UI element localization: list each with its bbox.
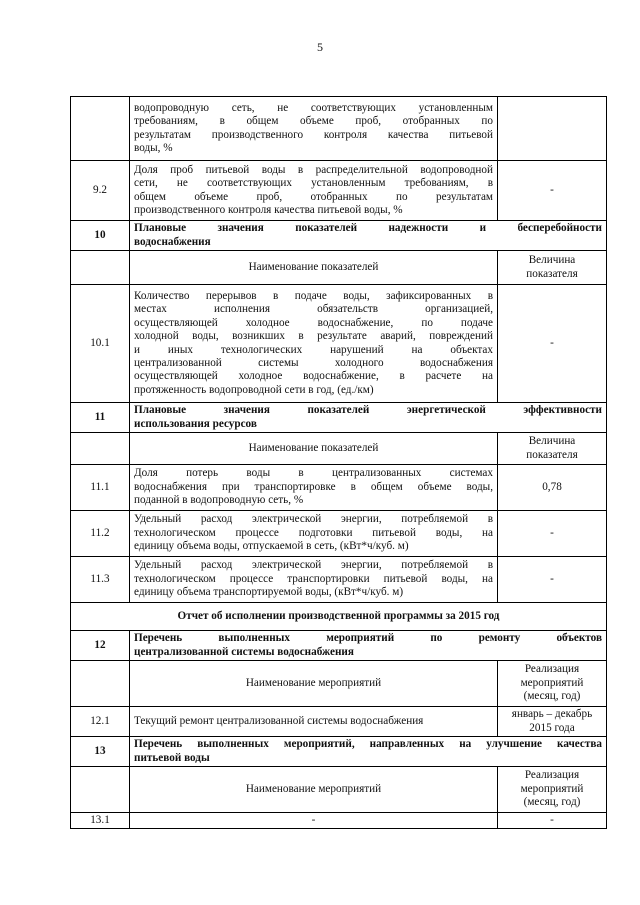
activity-period: -	[498, 813, 607, 829]
section-row	[71, 221, 607, 251]
section-row	[71, 631, 607, 661]
indicator-description: Доля проб питьевой воды в распределительной водопроводной сети, не соответствующих установленным требованиям, в общем объеме проб, отобранных по результатам производственного контроля качества питьевой воды, %	[130, 161, 498, 221]
row-number: 13.1	[71, 813, 130, 829]
table-row	[71, 465, 607, 511]
indicators-table	[70, 96, 607, 829]
activity-name: Текущий ремонт централизованной системы водоснабжения	[130, 707, 498, 737]
column-header-row	[71, 661, 607, 707]
column-header-value: Реализация мероприятий (месяц, год)	[498, 661, 607, 707]
report-heading: Отчет об исполнении производственной программы за 2015 год	[71, 603, 607, 631]
indicator-description: Удельный расход электрической энергии, потребляемой в технологическом процессе транспортировки питьевой воды, на единицу объема транспортируемой воды, (кВт*ч/куб. м)	[130, 557, 498, 603]
column-header-row	[71, 251, 607, 285]
indicator-value: -	[498, 557, 607, 603]
section-row	[71, 737, 607, 767]
section-title: Перечень выполненных мероприятий по ремонту объектов централизованной системы водоснабжения	[130, 631, 607, 661]
section-number: 10	[71, 221, 130, 251]
activity-period: январь – декабрь 2015 года	[498, 707, 607, 737]
column-header-name: Наименование мероприятий	[130, 767, 498, 813]
column-header-name: Наименование мероприятий	[130, 661, 498, 707]
indicator-description: Количество перерывов в подаче воды, зафиксированных в местах исполнения обязательств организацией, осуществляющей холодное водоснабжение, по подаче холодной воды, возникших в результате аварий, повреждений и иных технологических нарушений на объектах централизованной системы холодного водоснабжения осуществляющей холодное водоснабжение, в расчете на протяженность водопроводной сети в год, (ед./км)	[130, 285, 498, 403]
page-number: 5	[317, 40, 323, 54]
indicator-value: -	[498, 511, 607, 557]
section-number: 11	[71, 403, 130, 433]
table-row	[71, 97, 607, 161]
column-header-value: Величина показателя	[498, 433, 607, 465]
column-header-value: Величина показателя	[498, 251, 607, 285]
indicator-value: -	[498, 285, 607, 403]
row-number: 12.1	[71, 707, 130, 737]
indicator-description: Доля потерь воды в централизованных системах водоснабжения при транспортировке в общем объеме воды, поданной в водопроводную сеть, %	[130, 465, 498, 511]
table-row	[71, 285, 607, 403]
table-row	[71, 707, 607, 737]
indicator-value: -	[498, 161, 607, 221]
section-title: Перечень выполненных мероприятий, направленных на улучшение качества питьевой воды	[130, 737, 607, 767]
indicator-description: водопроводную сеть, не соответствующих установленным требованиям, в общем объеме проб, отобранных по результатам производственного контроля качества питьевой воды, %	[130, 97, 498, 161]
section-number: 12	[71, 631, 130, 661]
column-header-name: Наименование показателей	[130, 251, 498, 285]
row-number: 10.1	[71, 285, 130, 403]
row-number: 11.1	[71, 465, 130, 511]
section-row	[71, 403, 607, 433]
table-row	[71, 813, 607, 829]
indicator-description: Удельный расход электрической энергии, потребляемой в технологическом процессе подготовки питьевой воды, на единицу объема воды, отпускаемой в сеть, (кВт*ч/куб. м)	[130, 511, 498, 557]
empty-cell	[71, 767, 130, 813]
row-number: 11.2	[71, 511, 130, 557]
column-header-value: Реализация мероприятий (месяц, год)	[498, 767, 607, 813]
row-number: 9.2	[71, 161, 130, 221]
table-row	[71, 161, 607, 221]
section-title: Плановые значения показателей надежности и бесперебойности водоснабжения	[130, 221, 607, 251]
indicator-value	[498, 97, 607, 161]
row-number: 11.3	[71, 557, 130, 603]
table-row	[71, 557, 607, 603]
table-row	[71, 511, 607, 557]
empty-cell	[71, 251, 130, 285]
empty-cell	[71, 661, 130, 707]
indicator-value: 0,78	[498, 465, 607, 511]
section-number: 13	[71, 737, 130, 767]
column-header-row	[71, 767, 607, 813]
report-heading-row	[71, 603, 607, 631]
empty-cell	[71, 433, 130, 465]
column-header-row	[71, 433, 607, 465]
activity-name: -	[130, 813, 498, 829]
row-number	[71, 97, 130, 161]
column-header-name: Наименование показателей	[130, 433, 498, 465]
section-title: Плановые значения показателей энергетической эффективности использования ресурсов	[130, 403, 607, 433]
